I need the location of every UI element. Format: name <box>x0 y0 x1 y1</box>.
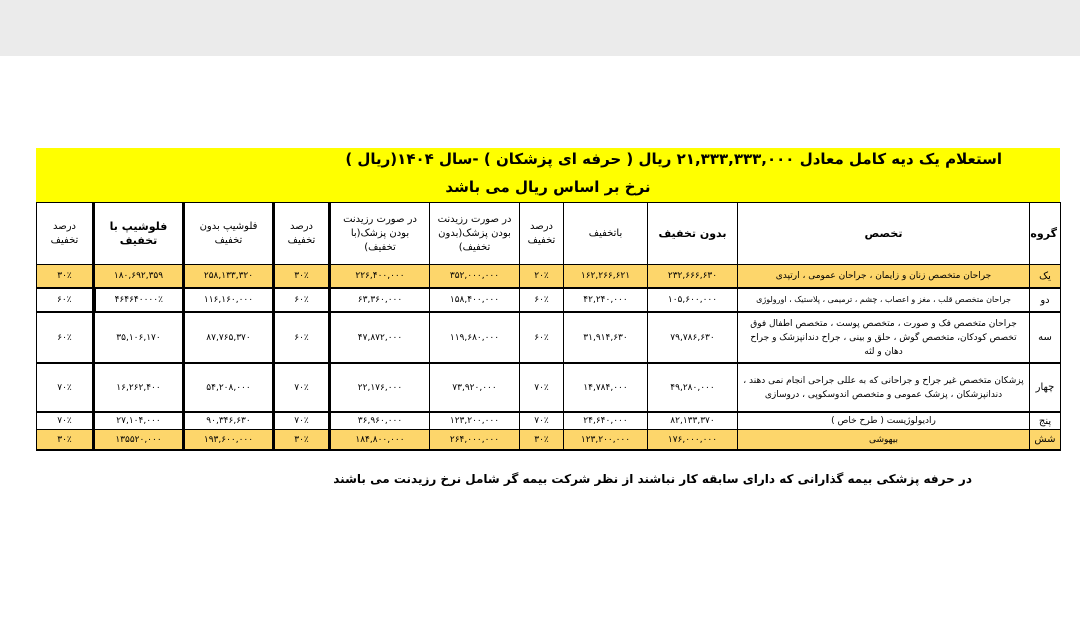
cell-no-discount: ۲۳۲,۶۶۶,۶۳۰ <box>648 265 738 289</box>
cell-no-discount: ۸۲,۱۳۳,۳۷۰ <box>648 412 738 430</box>
sheet-title: استعلام یک دیه کامل معادل ۲۱,۳۳۳,۳۳۳,۰۰۰ ریال ( حرفه ای پزشکان ) -سال ۱۴۰۴(ریال ) <box>345 150 1002 168</box>
cell-discount-pct-1: ۳۰٪ <box>520 430 564 451</box>
cell-discount-pct-1: ۷۰٪ <box>520 363 564 412</box>
cell-specialty: جراحان متخصص زنان و زایمان ، جراحان عمومی ، ارتپدی <box>738 265 1030 289</box>
header-discount-pct-3: درصد تخفیف <box>37 203 94 265</box>
table-row <box>37 412 1061 430</box>
cell-specialty: بیهوشی <box>738 430 1030 451</box>
cell-resident-no-discount: ۷۳,۹۲۰,۰۰۰ <box>430 363 520 412</box>
cell-resident-with-discount: ۲۲۶,۴۰۰,۰۰۰ <box>330 265 430 289</box>
rates-table <box>36 202 1061 451</box>
header-resident-with-discount: در صورت رزیدنت بودن پزشک(با تخفیف) <box>330 203 430 265</box>
header-discount-pct-1: درصد تخفیف <box>520 203 564 265</box>
header-fellowship-with-discount: فلوشیپ با تخفیف <box>94 203 184 265</box>
cell-resident-with-discount: ۶۳,۳۶۰,۰۰۰ <box>330 288 430 312</box>
cell-discount-pct-2: ۶۰٪ <box>274 288 330 312</box>
header-group: گروه <box>1030 203 1061 265</box>
table-row <box>37 363 1061 412</box>
cell-fellowship-with-discount: ۳۵,۱۰۶,۱۷۰ <box>94 312 184 363</box>
cell-fellowship-no-discount: ۹۰,۳۴۶,۶۳۰ <box>184 412 274 430</box>
cell-discount-pct-3: ۳۰٪ <box>37 430 94 451</box>
cell-discount-pct-3: ۳۰٪ <box>37 265 94 289</box>
cell-discount-pct-3: ۷۰٪ <box>37 363 94 412</box>
header-row <box>37 203 1061 265</box>
sheet-subtitle: نرخ بر اساس ریال می باشد <box>445 178 651 196</box>
header-discount-pct-2: درصد تخفیف <box>274 203 330 265</box>
cell-fellowship-with-discount: ۲۷,۱۰۴,۰۰۰ <box>94 412 184 430</box>
cell-specialty: رادیولوژیست ( طرح خاص ) <box>738 412 1030 430</box>
cell-resident-no-discount: ۱۵۸,۴۰۰,۰۰۰ <box>430 288 520 312</box>
cell-resident-with-discount: ۲۲,۱۷۶,۰۰۰ <box>330 363 430 412</box>
table-row <box>37 430 1061 451</box>
cell-fellowship-no-discount: ۲۵۸,۱۳۳,۳۲۰ <box>184 265 274 289</box>
header-specialty: تخصص <box>738 203 1030 265</box>
rate-sheet <box>36 148 1060 451</box>
cell-discount-pct-3: ۶۰٪ <box>37 312 94 363</box>
cell-discount-pct-1: ۷۰٪ <box>520 412 564 430</box>
cell-discount-pct-1: ۶۰٪ <box>520 288 564 312</box>
cell-group: یک <box>1030 265 1061 289</box>
cell-no-discount: ۱۷۶,۰۰۰,۰۰۰ <box>648 430 738 451</box>
cell-discount-pct-2: ۷۰٪ <box>274 363 330 412</box>
table-row <box>37 265 1061 289</box>
cell-group: شش <box>1030 430 1061 451</box>
cell-no-discount: ۱۰۵,۶۰۰,۰۰۰ <box>648 288 738 312</box>
cell-discount-pct-2: ۷۰٪ <box>274 412 330 430</box>
cell-fellowship-no-discount: ۸۷,۷۶۵,۳۷۰ <box>184 312 274 363</box>
cell-with-discount: ۴۲,۲۴۰,۰۰۰ <box>564 288 648 312</box>
cell-with-discount: ۳۱,۹۱۴,۶۳۰ <box>564 312 648 363</box>
cell-with-discount: ۱۲۳,۲۰۰,۰۰۰ <box>564 430 648 451</box>
cell-resident-no-discount: ۳۵۲,۰۰۰,۰۰۰ <box>430 265 520 289</box>
title-banner <box>36 148 1060 202</box>
cell-no-discount: ۷۹,۷۸۶,۶۳۰ <box>648 312 738 363</box>
header-fellowship-no-discount: فلوشیپ بدون تخفیف <box>184 203 274 265</box>
cell-with-discount: ۱۶۲,۲۶۶,۶۲۱ <box>564 265 648 289</box>
cell-discount-pct-3: ۶۰٪ <box>37 288 94 312</box>
cell-resident-no-discount: ۱۲۳,۲۰۰,۰۰۰ <box>430 412 520 430</box>
cell-fellowship-no-discount: ۵۴,۲۰۸,۰۰۰ <box>184 363 274 412</box>
cell-discount-pct-2: ۶۰٪ <box>274 312 330 363</box>
cell-fellowship-with-discount: ۱۶,۲۶۲,۴۰۰ <box>94 363 184 412</box>
cell-specialty: جراحان متخصص فک و صورت ، متخصص پوست ، متخصص اطفال فوق تخصص کودکان، متخصص گوش ، حلق و بینی ، جراح دندانپزشک و جراح دهان و لثه <box>738 312 1030 363</box>
cell-with-discount: ۱۴,۷۸۴,۰۰۰ <box>564 363 648 412</box>
footnote: در حرفه پزشکی بیمه گذارانی که دارای سابقه کار نباشند از نظر شرکت بیمه گر شامل نرخ رزیدنت می باشند <box>333 472 972 486</box>
cell-no-discount: ۴۹,۲۸۰,۰۰۰ <box>648 363 738 412</box>
top-gray-bar <box>0 0 1080 56</box>
cell-resident-no-discount: ۲۶۴,۰۰۰,۰۰۰ <box>430 430 520 451</box>
cell-group: دو <box>1030 288 1061 312</box>
cell-fellowship-no-discount: ۱۹۳,۶۰۰,۰۰۰ <box>184 430 274 451</box>
cell-fellowship-with-discount: ۱۸۰,۶۹۲,۳۵۹ <box>94 265 184 289</box>
table-row <box>37 288 1061 312</box>
cell-group: چهار <box>1030 363 1061 412</box>
cell-discount-pct-2: ۳۰٪ <box>274 430 330 451</box>
cell-fellowship-no-discount: ۱۱۶,۱۶۰,۰۰۰ <box>184 288 274 312</box>
cell-resident-with-discount: ۳۶,۹۶۰,۰۰۰ <box>330 412 430 430</box>
cell-resident-with-discount: ۴۷,۸۷۲,۰۰۰ <box>330 312 430 363</box>
cell-fellowship-with-discount: ۱۳۵۵۲۰,۰۰۰ <box>94 430 184 451</box>
cell-group: پنج <box>1030 412 1061 430</box>
cell-resident-no-discount: ۱۱۹,۶۸۰,۰۰۰ <box>430 312 520 363</box>
table-row <box>37 312 1061 363</box>
cell-specialty: پزشکان متخصص غیر جراح و جراحانی که به عللی جراحی انجام نمی دهند ، دندانپزشکان ، پزشک عمومی و متخصص اندوسکوپی ، دروسازی <box>738 363 1030 412</box>
cell-discount-pct-1: ۲۰٪ <box>520 265 564 289</box>
cell-with-discount: ۲۴,۶۴۰,۰۰۰ <box>564 412 648 430</box>
header-resident-no-discount: در صورت رزیدنت بودن پزشک(بدون تخفیف) <box>430 203 520 265</box>
header-with-discount: باتخفیف <box>564 203 648 265</box>
cell-fellowship-with-discount: ۴۶۴۶۴۰۰۰۰٪ <box>94 288 184 312</box>
cell-group: سه <box>1030 312 1061 363</box>
header-no-discount: بدون تخفیف <box>648 203 738 265</box>
cell-discount-pct-1: ۶۰٪ <box>520 312 564 363</box>
cell-specialty: جراحان متخصص قلب ، مغز و اعصاب ، چشم ، ترمیمی ، پلاستیک ، اورولوژی <box>738 288 1030 312</box>
cell-discount-pct-2: ۳۰٪ <box>274 265 330 289</box>
cell-discount-pct-3: ۷۰٪ <box>37 412 94 430</box>
cell-resident-with-discount: ۱۸۴,۸۰۰,۰۰۰ <box>330 430 430 451</box>
